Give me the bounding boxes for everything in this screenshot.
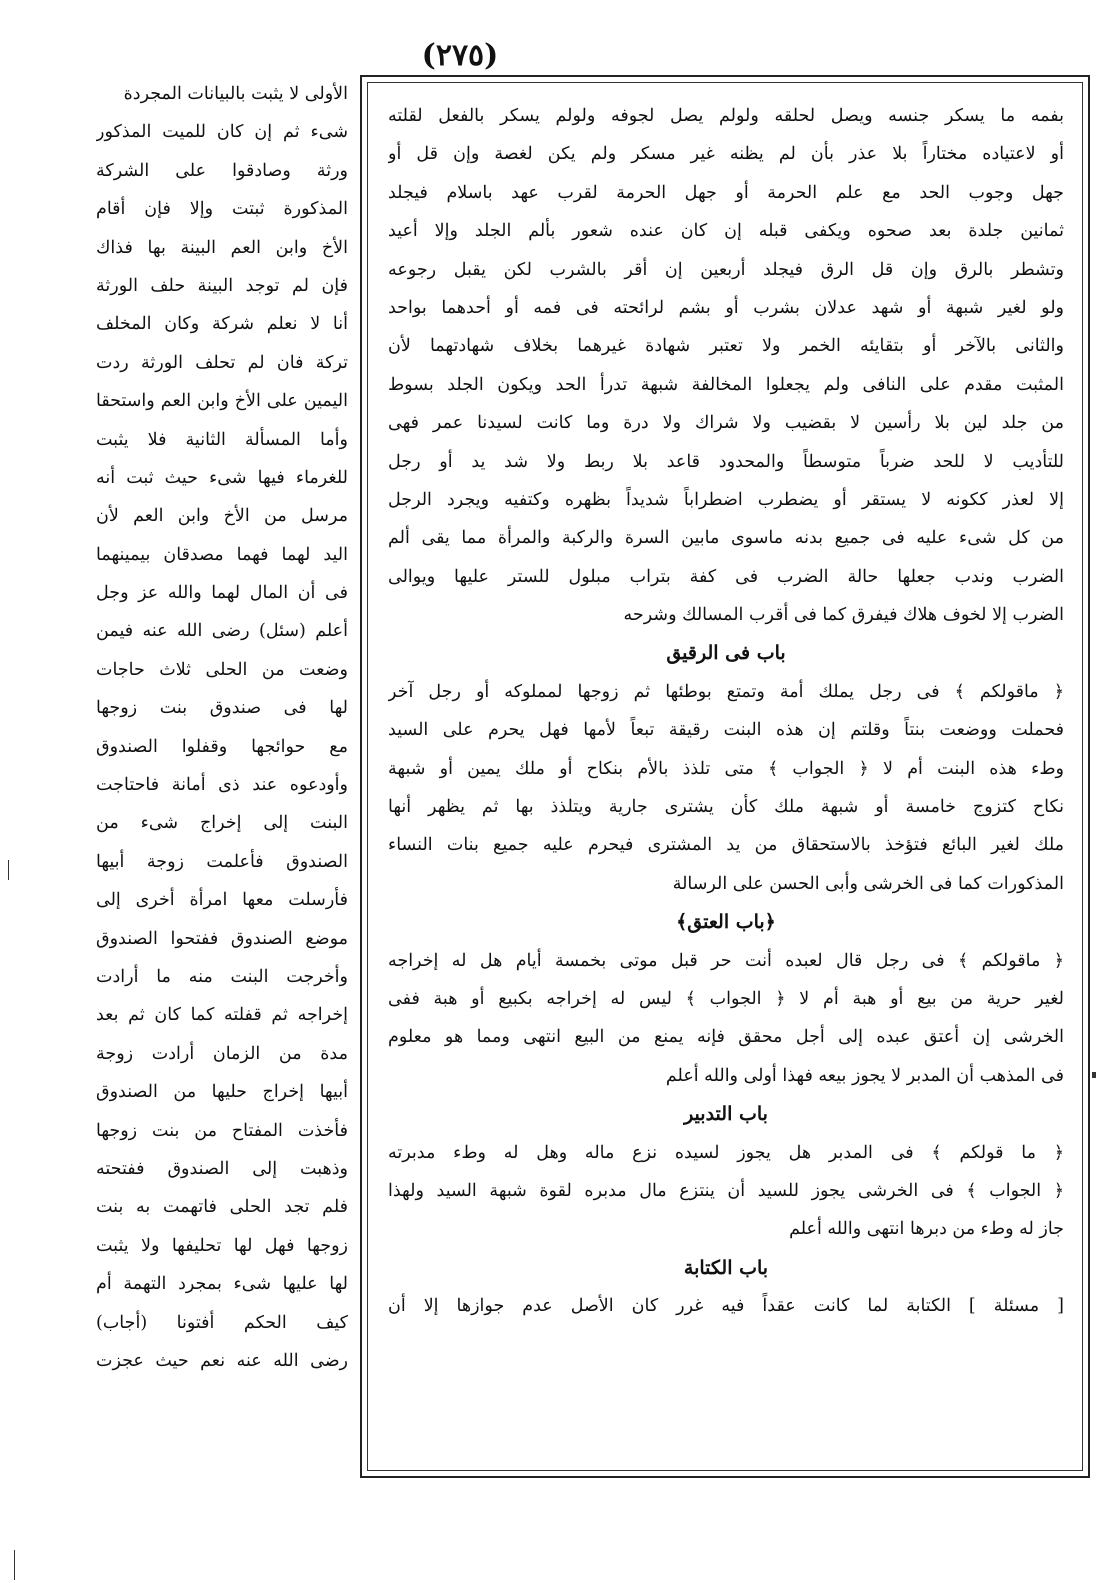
main-text-line: من كل شىء عليه فى جميع بدنه ماسوى مابين السرة والركبة والمرأة مما يقى ألم xyxy=(388,528,1064,549)
main-text-line: من جلد لين بلا رأسين لا بقضيب ولا شراك ولا درة وما كانت لسيدنا عمر فهى xyxy=(388,413,1064,434)
main-text-line: ﴿ ماقولكم ﴾ فى رجل يملك أمة وتمتع بوطئها ثم زوجها لمملوكه أو رجل آخر xyxy=(388,681,1064,702)
section-heading: ﴿باب العتق﴾ xyxy=(676,911,776,934)
main-text-frame xyxy=(360,75,1090,1478)
side-text-line: فإن لم توجد البينة حلف الورثة xyxy=(96,275,348,296)
side-text-line: ورثة وصادقوا على الشركة xyxy=(96,160,348,181)
main-text-line: ﴿ ما قولكم ﴾ فى المدبر هل يجوز لسيده نزع ماله وهل له وطء مدبرته xyxy=(388,1142,1064,1163)
side-text-line: أنا لا نعلم شركة وكان المخلف xyxy=(96,314,348,335)
main-text-line: المثبت مقدم على النافى ولم يجعلوا المخالفة شبهة تدرأ الحد ويكون الجلد بسوط xyxy=(388,374,1064,395)
side-text-line: فأرسلت معها امرأة أخرى إلى xyxy=(96,890,348,911)
side-text-line: مرسل من الأخ وابن العم لأن xyxy=(96,506,348,527)
side-text-line: للغرماء فيها شىء حيث ثبت أنه xyxy=(96,467,348,488)
side-text-line: الصندوق فأعلمت زوجة أبيها xyxy=(96,851,348,872)
main-text-line: ملك لغير البائع فتؤخذ بالاستحقاق من يد المشترى فيحرم عليه جميع بنات النساء xyxy=(388,835,1064,856)
main-text-line: إلا لعذر ككونه لا يستقر أو يضطرب اضطراباً شديداً بظهره وكتفيه ويجرد الرجل xyxy=(388,489,1064,510)
side-text-line: فى أن المال لهما والله عز وجل xyxy=(96,583,348,604)
main-text-line: جهل وجوب الحد مع علم الحرمة أو جهل الحرمة لقرب عهد باسلام فيجلد xyxy=(388,182,1064,203)
side-text-line: شىء ثم إن كان للميت المذكور xyxy=(96,122,348,143)
side-text-line: اليمين على الأخ وابن العم واستحقا xyxy=(96,391,348,412)
main-text-line: والثانى بالآخر أو بتقايئه الخمر ولا تعتبر شهادة غيرهما بخلاف شهادتهما لأن xyxy=(388,336,1064,357)
main-text-line: ﴿ ماقولكم ﴾ فى رجل قال لعبده أنت حر قبل موتى بخمسة أيام هل له إخراجه xyxy=(388,950,1064,971)
side-text-line: البنت إلى إخراج شىء من xyxy=(96,813,348,834)
side-text-line: وضعت من الحلى ثلاث حاجات xyxy=(96,659,348,680)
side-text-line: وأما المسألة الثانية فلا يثبت xyxy=(96,429,348,450)
side-text-line: اليد لهما فهما مصدقان بيمينهما xyxy=(96,544,348,565)
main-text-line: الضرب إلا لخوف هلاك فيفرق كما فى أقرب المسالك وشرحه xyxy=(623,605,1064,626)
section-heading: باب الكتابة xyxy=(683,1256,769,1279)
main-text-line: بفمه ما يسكر جنسه ويصل لحلقه ولولم يصل لجوفه ولولم يسكر بالفعل لقلته xyxy=(388,106,1064,126)
side-text-line: وأخرجت البنت منه ما أرادت xyxy=(96,966,348,987)
main-text-line: ثمانين جلدة بعد صحوه ويكفى قبله إن كان عنده شعور بألم الجلد وإلا أعيد xyxy=(388,221,1064,242)
main-text-line: فحملت ووضعت بنتاً وقلتم إن هذه البنت رقيقة تبعاً لأمها فهل يحرم على السيد xyxy=(388,720,1064,741)
side-text-line: مدة من الزمان أرادت زوجة xyxy=(96,1043,348,1064)
side-text-line: كيف الحكم أفتونا (أجاب) xyxy=(96,1312,348,1333)
main-text-line: الضرب وندب جعلها حالة الضرب فى كفة بتراب مبلول للستر عليها ويوالى xyxy=(388,566,1064,587)
main-text-line: [ مسئلة ] الكتابة لما كانت عقداً فيه غرر كان الأصل عدم جوازها إلا أن xyxy=(388,1296,1064,1317)
main-text-line: الخرشى إن أعتق عبده إلى أجل محقق فإنه يمنع من البيع انتهى ومما هو معلوم xyxy=(388,1027,1064,1048)
main-text-line: للتأديب لا للحد ضرباً متوسطاً والمحدود قاعد بلا ربط ولا شد يد أو رجل xyxy=(388,451,1064,472)
main-text-line: وطء هذه البنت أم لا ﴿ الجواب ﴾ متى تلذذ بالأم بنكاح أو ملك يمين أو شبهة xyxy=(388,758,1064,779)
main-text-line: فى المذهب أن المدبر لا يجوز بيعه فهذا أولى والله أعلم xyxy=(665,1065,1064,1086)
main-text-line: ولو لغير شبهة أو شهد عدلان بشرب أو بشم لرائحته فى فمه أو أحدهما بواحد xyxy=(388,297,1064,318)
side-text-line: لها عليها شىء بمجرد التهمة أم xyxy=(96,1274,348,1295)
side-text-line: المذكورة ثبتت وإلا فإن أقام xyxy=(96,199,348,220)
main-text-line: أو لاعتياده مختاراً بلا عذر بأن لم يظنه غير مسكر ولم يكن لغصة وإن قل أو xyxy=(388,144,1064,165)
side-text-line: الأخ وابن العم البينة بها فذاك xyxy=(96,237,348,258)
side-text-line: لها فى صندوق بنت زوجها xyxy=(96,698,348,719)
scan-mark xyxy=(8,860,9,880)
side-text-line: وأودعوه عند ذى أمانة فاحتاجت xyxy=(96,775,348,796)
side-column xyxy=(96,75,348,1485)
side-text-line: إخراجه ثم قفلته كما كان ثم بعد xyxy=(96,1005,348,1026)
side-text-line: فلم تجد الحلى فاتهمت به بنت xyxy=(96,1197,348,1218)
main-text-line: وتشطر بالرق وإن قل الرق فيجلد أربعين إن أقر بالشرب لكن يقبل رجوعه xyxy=(388,259,1064,280)
main-text-line: ﴿ الجواب ﴾ فى الخرشى يجوز للسيد أن ينتزع مال مدبره لقوة شبهة السيد ولهذا xyxy=(388,1180,1064,1201)
main-text-body xyxy=(367,82,1083,1471)
scan-mark xyxy=(1092,1072,1096,1078)
side-text-line: زوجها فهل لها تحليفها ولا يثبت xyxy=(96,1235,348,1256)
side-text-line: فأخذت المفتاح من بنت زوجها xyxy=(96,1120,348,1141)
side-text-line: تركة فان لم تحلف الورثة ردت xyxy=(96,352,348,373)
side-text-line: وذهبت إلى الصندوق ففتحته xyxy=(96,1158,348,1179)
side-text-line: أبيها إخراج حليها من الصندوق xyxy=(96,1082,348,1103)
side-text-line: مع حوائجها وقفلوا الصندوق xyxy=(96,736,348,757)
main-text-line: نكاح كتزوج خامسة أو شبهة ملك كأن يشترى جارية ويتلذذ بها ثم يظهر أنها xyxy=(388,797,1064,818)
side-text-line: أعلم (سئل) رضى الله عنه فيمن xyxy=(96,621,348,642)
page-number: (٢٧٥) xyxy=(421,38,499,73)
side-text-line: رضى الله عنه نعم حيث عجزت xyxy=(96,1350,348,1371)
main-text-line: المذكورات كما فى الخرشى وأبى الحسن على الرسالة xyxy=(672,873,1064,894)
side-text-line: الأولى لا يثبت بالبيانات المجردة xyxy=(123,84,348,104)
main-text-line: لغير حرية من بيع أو هبة أم لا ﴿ الجواب ﴾ ليس له إخراجه بكبيع أو هبة ففى xyxy=(388,988,1064,1009)
section-heading: باب فى الرقيق xyxy=(666,642,786,665)
scan-mark xyxy=(14,1550,15,1580)
side-text-line: موضع الصندوق ففتحوا الصندوق xyxy=(96,928,348,949)
main-text-line: جاز له وطء من دبرها انتهى والله أعلم xyxy=(789,1219,1064,1240)
section-heading: باب التدبير xyxy=(684,1103,768,1126)
